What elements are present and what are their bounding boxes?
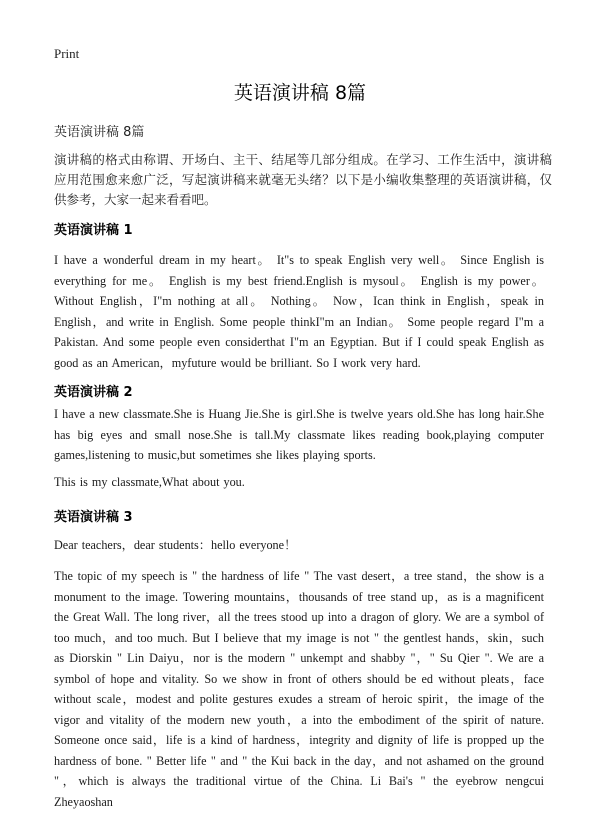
section-2-paragraph-2: This is my classmate,What about you. [54,475,245,489]
print-label: Print [54,46,80,61]
document-subtitle: 英语演讲稿 8篇 [54,125,145,140]
section-1-paragraph-1: I have a wonderful dream in my heart。 It"s to speak English very well。 Since English is everything for me。 English is my best friend.English is mysoul。 English is my power。 Without English，I"m nothing at all。 Nothing。 Now，Ican think in English，speak in English，and write in English. Some people thinkI"m an Indian。 Some people regard I"m a Pakistan. And some people even considerthat I"m an Egyptian. But if I could speak English as good as an American，myfuture would be brilliant. So I work very hard. [54,253,544,370]
intro-paragraph: 演讲稿的格式由称谓、开场白、主干、结尾等几部分组成。在学习、工作生活中，演讲稿应用范围愈来愈广泛，写起演讲稿来就毫无头绪？以下是小编收集整理的英语演讲稿，仅供参考，大家一起来看看吧。 [54,152,552,207]
section-3-paragraph-1: Dear teachers，dear students：hello everyone！ [54,538,297,552]
document-title: 英语演讲稿 8篇 [233,82,367,104]
section-heading-1: 英语演讲稿 1 [54,223,133,238]
section-heading-3: 英语演讲稿 3 [54,510,133,525]
section-2-paragraph-1: I have a new classmate.She is Huang Jie.She is girl.She is twelve years old.She has long hair.She has big eyes and small nose.She is tall.My classmate likes reading book,playing computer games,listening to music,but sometimes she likes playing sports. [54,407,544,462]
section-3-paragraph-2: The topic of my speech is " the hardness of life " The vast desert，a tree stand，the show is a monument to the image. Towering mountains，thousands of tree stand up，as is a magnificent the Great Wall. The long river，all the trees stood up into a dragon of glory. We are a symbol of too much，and too much. But I believe that my image is not " the gentlest hands，skin，such as Diorskin " Lin Daiyu，nor is the modern " unkempt and shabby "，" Su Qier ". We are a symbol of hope and vitality. So we show in front of others should be ed without pleats，face without scale，modest and polite gestures exudes a stream of heroic spirit，the image of the vigor and vitality of the modern new youth，a into the embodiment of the spirit of nature. Someone once said，life is a kind of hardness，integrity and dignity of life is propped up the hardness of bone. " Better life " and " the Kui back in the day，and not ashamed on the ground "，which is always the traditional virtue of the China. Li Bai's " the eyebrow nengcui Zheyaoshan [54,569,544,809]
section-heading-2: 英语演讲稿 2 [54,385,133,400]
